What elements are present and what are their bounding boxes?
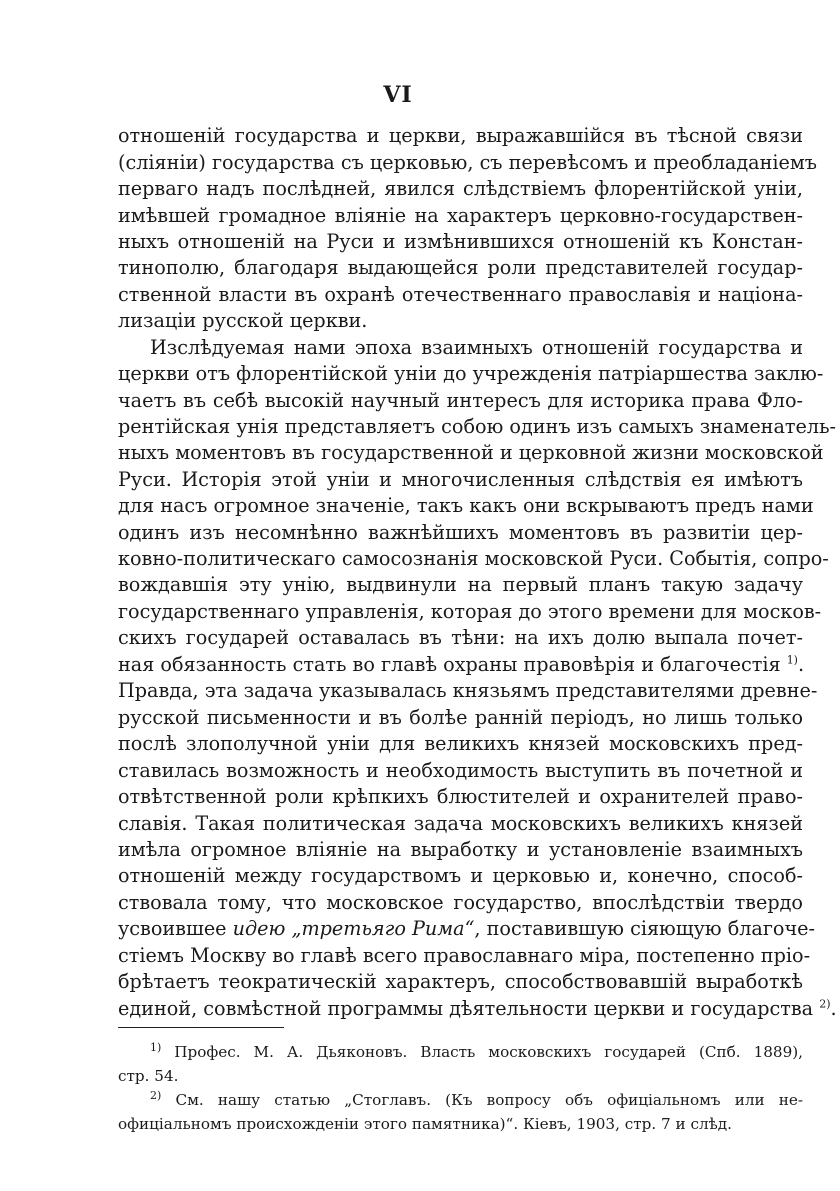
text-line: вождавшія эту унію, выдвинули на первый планъ такую задачу: [118, 573, 803, 596]
text-line: скихъ государей оставалась въ тѣни: на ихъ долю выпала почет-: [118, 626, 803, 649]
text-line: Правда, эта задача указывалась князьямъ представителями древне-: [118, 679, 818, 702]
text-span: усвоившее: [118, 917, 227, 940]
text-span: , поставившую сіяющую благоче-: [474, 917, 816, 940]
footnote-mark: 2): [150, 1088, 162, 1102]
text-line: ственной власти въ охранѣ отечественнаго православія и націона-: [118, 283, 803, 306]
text-line: имѣвшей громадное вліяніе на характеръ церковно-государствен-: [118, 204, 803, 227]
footnote-divider: [118, 1027, 284, 1028]
text-line: одинъ изъ несомнѣнно важнѣйшихъ моментовъ въ развитіи цер-: [118, 521, 803, 544]
text-line: ныхъ моментовъ въ государственной и церковной жизни московской: [118, 441, 824, 464]
text-span: ная обязанность стать во главѣ охраны правовѣрія и благочестія: [118, 653, 781, 676]
page-number: VI: [383, 82, 413, 108]
text-line: (сліяніи) государства съ церковью, съ перевѣсомъ и преобладаніемъ: [118, 151, 818, 174]
footnote-text: См. нашу статью „Стоглавъ. (Къ вопросу объ офиціальномъ или не-: [175, 1091, 804, 1109]
text-line: церкви отъ флорентійской уніи до учрежденія патріаршества заклю-: [118, 362, 824, 385]
text-line: ная обязанность стать во главѣ охраны правовѣрія и благочестія $^{1)}$.: [118, 653, 805, 676]
footnote-mark: 2): [819, 997, 831, 1011]
text-line: рентійская унія представляетъ собою одинъ изъ самыхъ знаменатель-: [118, 415, 836, 438]
footnote-mark: 1): [786, 653, 798, 667]
text-line: Руси. Исторія этой уніи и многочисленныя слѣдствія ея имѣютъ: [118, 468, 803, 491]
text-line: брѣтаетъ теократическій характеръ, способствовавшій выработкѣ: [118, 970, 803, 993]
text-line: перваго надъ послѣдней, явился слѣдствіемъ флорентійской уніи,: [118, 177, 803, 200]
text-line: отношеній между государствомъ и церковью и, конечно, способ-: [118, 864, 803, 887]
footnote-1: [150, 1040, 803, 1064]
text-line: Изслѣдуемая нами эпоха взаимныхъ отношеній государства и: [150, 336, 803, 359]
text-line: лизаціи русской церкви.: [118, 309, 368, 332]
text-line: стіемъ Москву во главѣ всего православнаго міра, постепенно пріо-: [118, 944, 811, 967]
text-line: русской письменности и въ болѣе ранній періодъ, но лишь только: [118, 706, 803, 729]
footnote-mark: 1): [150, 1040, 162, 1054]
footnote-2-cont: офиціальномъ происхожденіи этого памятника)“. Кіевъ, 1903, стр. 7 и слѣд.: [118, 1115, 732, 1133]
text-line: тинополю, благодаря выдающейся роли представителей государ-: [118, 256, 803, 279]
text-line: чаетъ въ себѣ высокій научный интересъ для историка права Фло-: [118, 389, 803, 412]
text-line: ныхъ отношеній на Руси и измѣнившихся отношеній къ Констан-: [118, 230, 803, 253]
footnote-text: Профес. М. А. Дьяконовъ. Власть московскихъ государей (Спб. 1889),: [174, 1043, 803, 1061]
footnote-2: [150, 1088, 803, 1112]
text-line: ставилась возможность и необходимость выступить въ почетной и: [118, 759, 803, 782]
text-line: [118, 914, 816, 944]
text-line: имѣла огромное вліяніе на выработку и установленіе взаимныхъ: [118, 838, 803, 861]
footnote-1-cont: стр. 54.: [118, 1067, 179, 1085]
text-line: ковно-политическаго самосознанія московской Руси. Событія, сопро-: [118, 547, 829, 570]
text-line: славія. Такая политическая задача московскихъ великихъ князей: [118, 812, 803, 835]
text-line: государственнаго управленія, которая до этого времени для москов-: [118, 600, 822, 623]
text-line: отвѣтственной роли крѣпкихъ блюстителей и охранителей право-: [118, 785, 803, 808]
italic-phrase: идею „третьяго Рима“: [232, 917, 475, 940]
text-span: единой, совмѣстной программы дѣятельности церкви и государства: [118, 997, 814, 1020]
text-line: отношеній государства и церкви, выражавшійся въ тѣсной связи: [118, 124, 803, 147]
text-line: для насъ огромное значеніе, такъ какъ они вскрываютъ предъ нами: [118, 494, 814, 517]
text-line: ствовала тому, что московское государство, впослѣдствіи твердо: [118, 891, 803, 914]
text-line: послѣ злополучной уніи для великихъ князей московскихъ пред-: [118, 732, 803, 755]
text-line: единой, совмѣстной программы дѣятельности церкви и государства $^{2)}$.: [118, 997, 837, 1020]
